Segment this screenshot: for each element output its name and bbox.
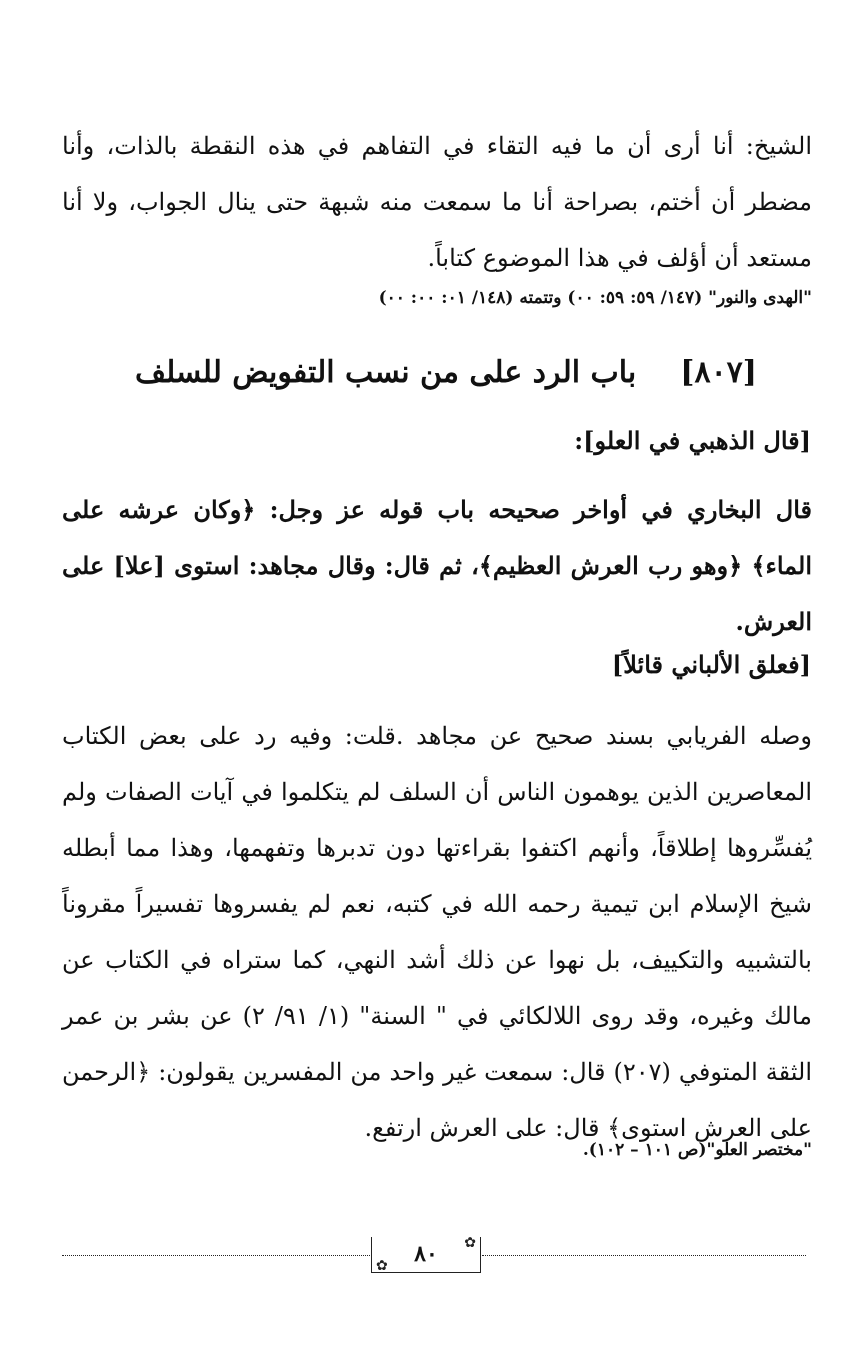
ornament-icon: ✿ [376, 1258, 388, 1274]
chapter-heading [135, 355, 757, 390]
footer-divider-right [482, 1255, 806, 1256]
source-citation: "الهدى والنور" (١٤٧/ ٥٩: ٥٩: ٠٠) وتتمته (١٤٨/ ٠١: ٠٠: ٠٠) [378, 288, 812, 308]
ornament-icon: ✿ [464, 1235, 476, 1251]
chapter-title: باب الرد على من نسب التفويض للسلف [135, 355, 637, 390]
quote-heading: [قال الذهبي في العلو]: [574, 426, 811, 455]
dialogue-paragraph: الشيخ: أنا أرى أن ما فيه التقاء في التفاهم في هذه النقطة بالذات، وأنا مضطر أن أختم، بصراحة أنا ما سمعت منه شبهة حتى ينال الجواب، ولا أنا مستعد أن أؤلف في هذا الموضوع كتاباً. [62, 132, 812, 272]
chapter-number: [٨٠٧] [680, 355, 757, 390]
commentary-heading: [فعلق الألباني قائلاً] [611, 650, 811, 679]
page-number-frame [371, 1237, 481, 1273]
bukhari-paragraph: قال البخاري في أواخر صحيحه باب قوله عز وجل: ﴿وكان عرشه على الماء﴾ ﴿وهو رب العرش العظيم﴾، ثم قال: وقال مجاهد: استوى [علا] على العرش. [62, 495, 812, 636]
commentary-paragraph: وصله الفريابي بسند صحيح عن مجاهد .قلت: وفيه رد على بعض الكتاب المعاصرين الذين يوهمون الناس أن السلف لم يتكلموا في آيات الصفات ولم يُفسِّروها إطلاقاً، وأنهم اكتفوا بقراءتها دون تدبرها وتفهمها، وهذا مما أبطله شيخ الإسلام ابن تيمية رحمه الله في كتبه، نعم لم يفسروها تفسيراً مقروناً بالتشبيه والتكييف، بل نهوا عن ذلك أشد النهي، كما ستراه في الكتاب عن مالك وغيره، وقد روى اللالكائي في " السنة" (١/ ٩١/ ٢) عن بشر بن عمر الثقة المتوفي (٢٠٧) قال: سمعت غير واحد من المفسرين يقولون: ﴿الرحمن على العرش استوى﴾ قال: على العرش ارتفع. [62, 722, 813, 1142]
footer-divider-left [62, 1255, 370, 1256]
page-number: ٨٠ [414, 1241, 438, 1267]
source-citation-2: "مختصر العلو"(ص ١٠١ – ١٠٢). [582, 1140, 812, 1160]
